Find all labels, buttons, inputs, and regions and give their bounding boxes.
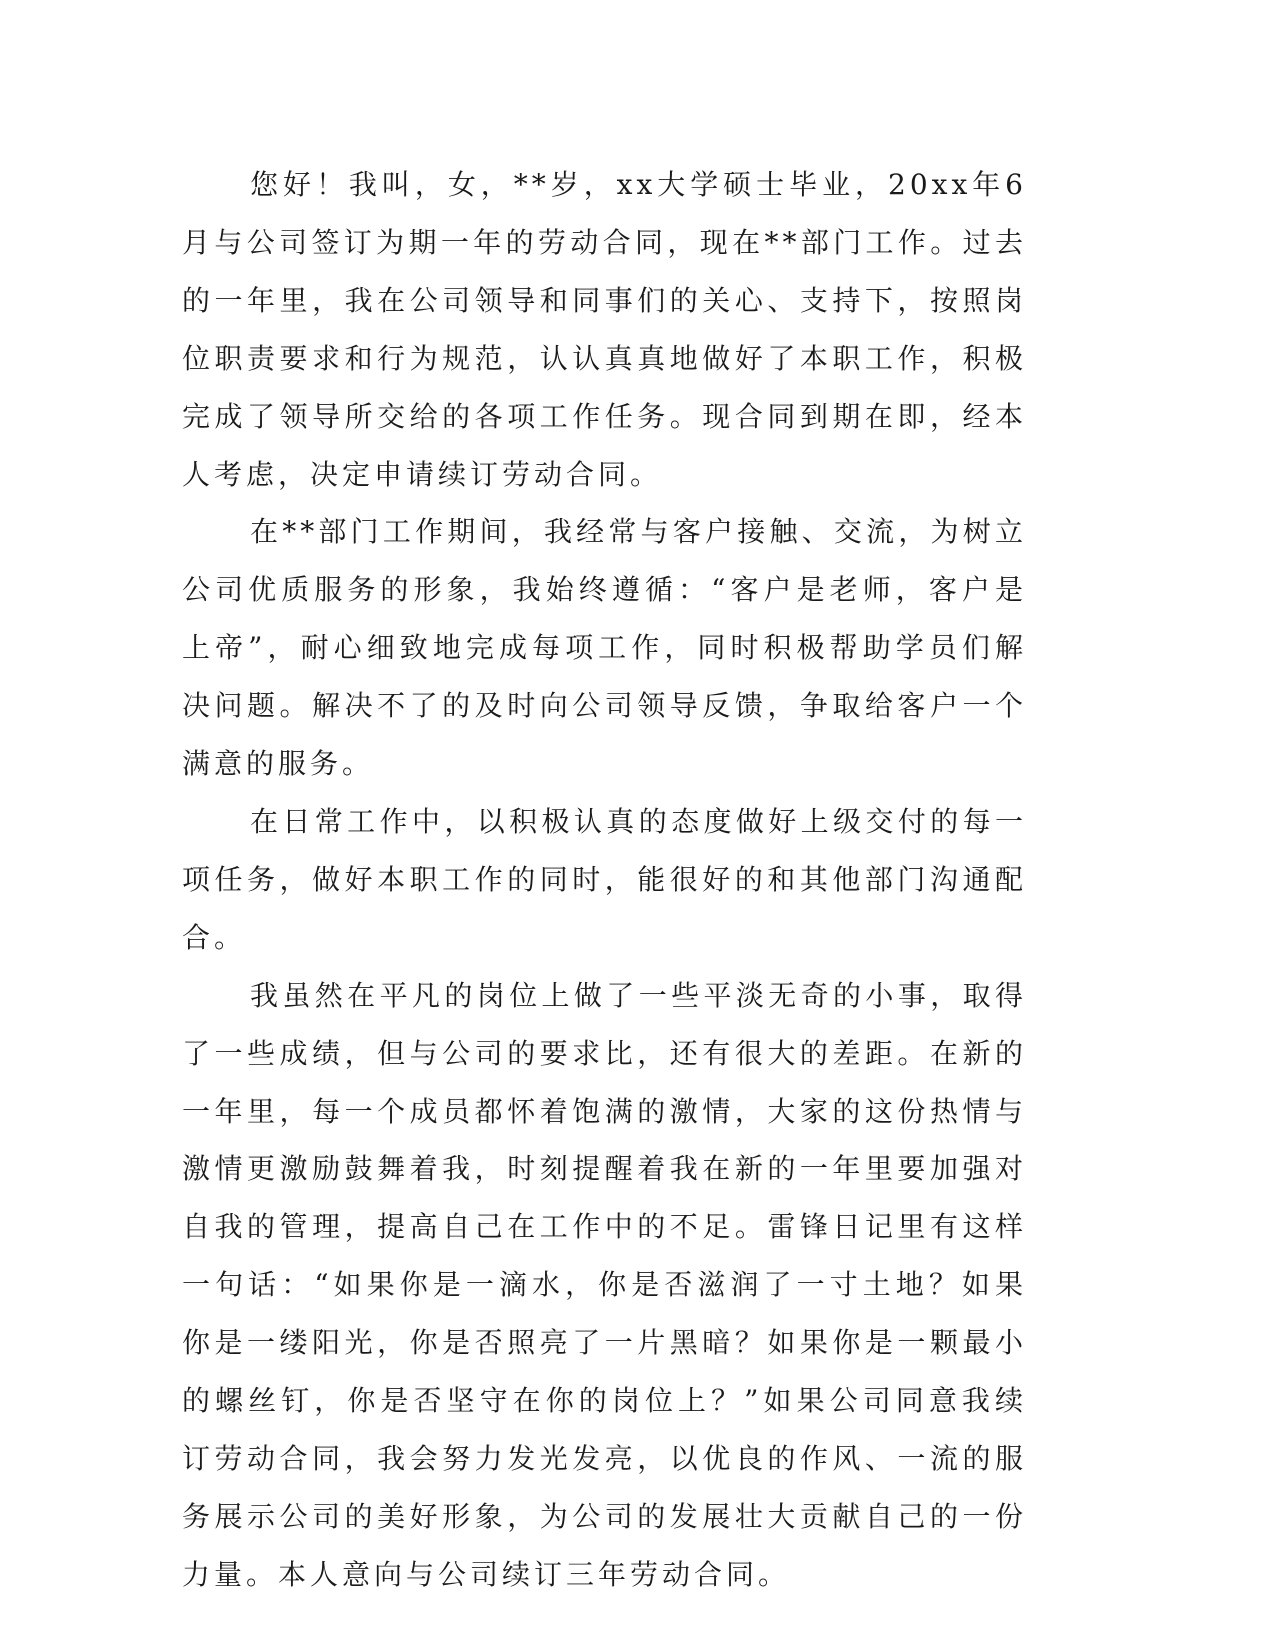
- paragraph-conclusion: 我虽然在平凡的岗位上做了一些平淡无奇的小事，取得了一些成绩，但与公司的要求比，还有很大的差距。在新的一年里，每一个成员都怀着饱满的激情，大家的这份热情与激情更激励鼓舞着我，时刻提醒着我在新的一年里要加强对自我的管理，提高自己在工作中的不足。雷锋日记里有这样一句话：“如果你是一滴水，你是否滋润了一寸土地？如果你是一缕阳光，你是否照亮了一片黑暗？如果你是一颗最小的螺丝钉，你是否坚守在你的岗位上？”如果公司同意我续订劳动合同，我会努力发光发亮，以优良的作风、一流的服务展示公司的美好形象，为公司的发展壮大贡献自己的一份力量。本人意向与公司续订三年劳动合同。: [182, 978, 1027, 1591]
- paragraph-daily-work: 在日常工作中，以积极认真的态度做好上级交付的每一项任务，做好本职工作的同时，能很好的和其他部门沟通配合。: [182, 804, 1027, 954]
- paragraph-intro: 您好！我叫，女，**岁，xx大学硕士毕业，20xx年6月与公司签订为期一年的劳动合同，现在**部门工作。过去的一年里，我在公司领导和同事们的关心、支持下，按照岗位职责要求和行为规范，认认真真地做好了本职工作，积极完成了领导所交给的各项工作任务。现合同到期在即，经本人考虑，决定申请续订劳动合同。: [182, 168, 1027, 491]
- paragraph-customer-service: 在**部门工作期间，我经常与客户接触、交流，为树立公司优质服务的形象，我始终遵循：“客户是老师，客户是上帝”，耐心细致地完成每项工作，同时积极帮助学员们解决问题。解决不了的及时向公司领导反馈，争取给客户一个满意的服务。: [182, 515, 1027, 781]
- document-body: [182, 156, 1027, 1604]
